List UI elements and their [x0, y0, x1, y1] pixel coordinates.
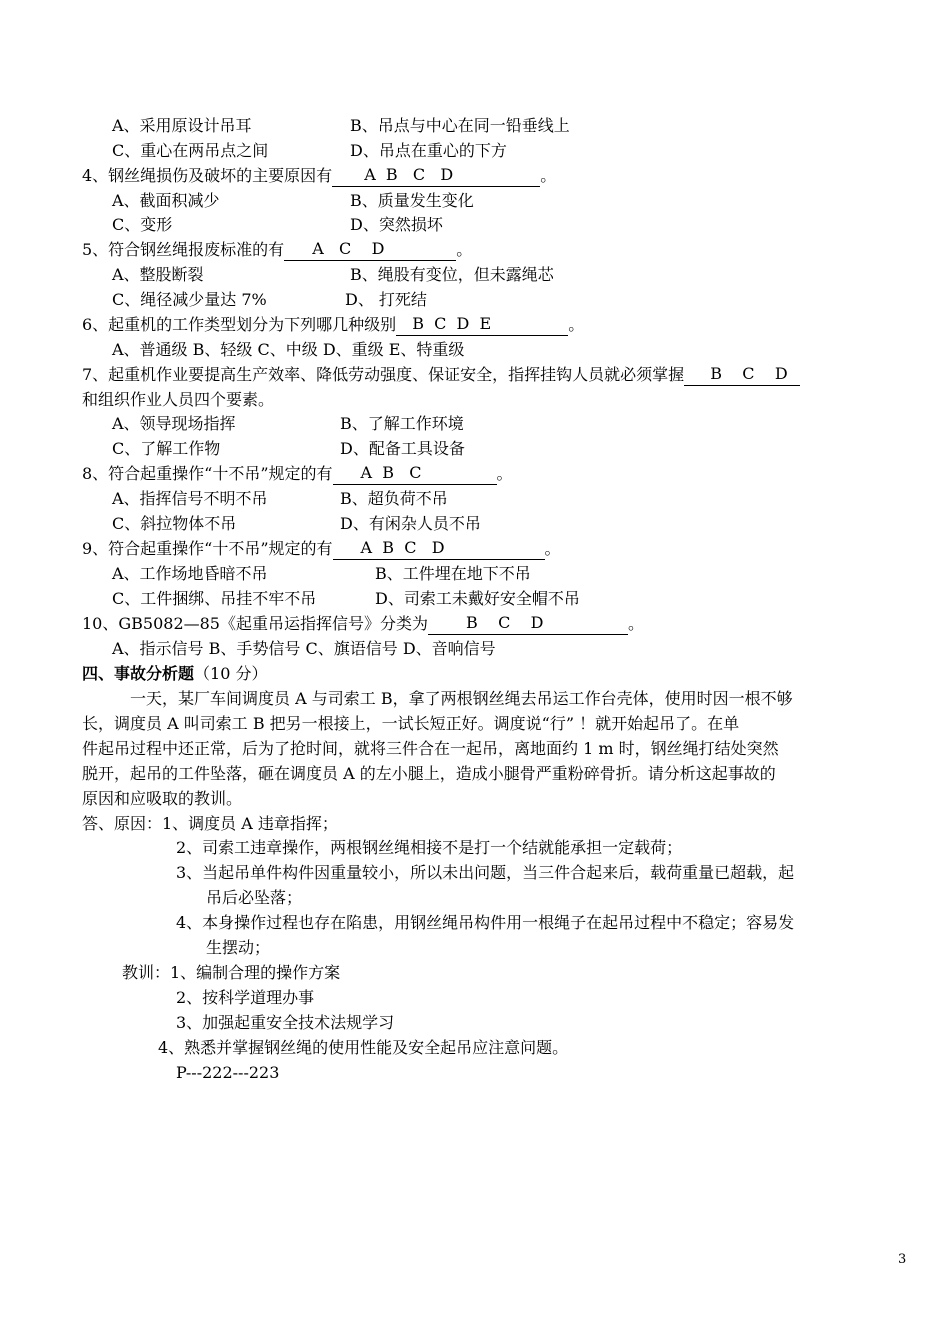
q9-option-c: C、工件捆绑、吊挂不牢不吊 [112, 589, 317, 608]
case-line-1: 一天，某厂车间调度员 A 与司索工 B，拿了两根钢丝绳去吊运工作台壳体，使用时因一根不够 [130, 689, 793, 708]
q7-answer-blank [684, 364, 800, 386]
q5-end: 。 [456, 240, 473, 259]
q6-answer-blank [396, 314, 568, 336]
q9-option-a: A、工作场地昏暗不吊 [112, 564, 268, 583]
q4-stem: 4、钢丝绳损伤及破坏的主要原因有 [82, 166, 333, 185]
q7-stem: 7、起重机作业要提高生产效率、降低劳动强度、保证安全，指挥挂钩人员就必须掌握 [82, 365, 685, 384]
q5-answer: A C D [312, 239, 385, 258]
q8-end: 。 [496, 464, 513, 483]
q4-option-c: C、变形 [112, 215, 173, 234]
q3-option-b: B、吊点与中心在同一铅垂线上 [350, 116, 570, 135]
q5-question [82, 239, 472, 261]
q4-option-b: B、质量发生变化 [350, 191, 474, 210]
answer-reason-1: 答、原因：1、调度员 A 违章指挥； [82, 814, 338, 833]
answer-reason-3a: 3、当起吊单件构件因重量较小，所以未出问题，当三件合起来后，载荷重量已超载，起 [176, 863, 795, 882]
q8-answer-blank [333, 463, 497, 485]
q4-answer: A B C D [364, 165, 454, 184]
q5-option-c: C、绳径减少量达 7% [112, 290, 267, 309]
q5-answer-blank [284, 239, 456, 261]
q10-options: A、指示信号 B、手势信号 C、旗语信号 D、音响信号 [112, 639, 496, 658]
q5-option-a: A、整股断裂 [112, 265, 204, 284]
case-line-5: 原因和应吸取的教训。 [82, 789, 243, 808]
q5-stem: 5、符合钢丝绳报废标准的有 [82, 240, 285, 259]
q3-option-a: A、采用原设计吊耳 [112, 116, 252, 135]
q8-option-b: B、超负荷不吊 [340, 489, 448, 508]
q4-option-a: A、截面积减少 [112, 191, 220, 210]
q9-answer: A B C D [360, 538, 445, 557]
q10-stem: 10、GB5082—85《起重吊运指挥信号》分类为 [82, 614, 428, 633]
q10-end: 。 [627, 614, 644, 633]
section-title: 四、事故分析题 [82, 664, 195, 683]
q8-option-c: C、斜拉物体不吊 [112, 514, 237, 533]
q6-options: A、普通级 B、轻级 C、中级 D、重级 E、特重级 [112, 340, 465, 359]
lesson-4: 4、熟悉并掌握钢丝绳的使用性能及安全起吊应注意问题。 [158, 1038, 569, 1057]
q8-stem: 8、符合起重操作“十不吊”规定的有 [82, 464, 333, 483]
page-reference: P---222---223 [176, 1063, 280, 1082]
q5-option-b: B、绳股有变位，但未露绳芯 [350, 265, 554, 284]
page-number: 3 [898, 1252, 907, 1267]
answer-reason-3b: 吊后必坠落； [206, 888, 303, 907]
answer-reason-4a: 4、本身操作过程也存在陷患，用钢丝绳吊构件用一根绳子在起吊过程中不稳定；容易发 [176, 913, 795, 932]
q7-question [82, 364, 800, 386]
q6-stem: 6、起重机的工作类型划分为下列哪几种级别 [82, 315, 397, 334]
q10-answer-blank [428, 613, 628, 635]
q8-answer: A B C [360, 463, 422, 482]
q9-option-d: D、司索工未戴好安全帽不吊 [375, 589, 580, 608]
q4-question [82, 165, 556, 187]
answer-reason-2: 2、司索工违章操作，两根钢丝绳相接不是打一个结就能承担一定载荷； [176, 838, 683, 857]
lesson-2: 2、按科学道理办事 [176, 988, 315, 1007]
answer-reason-4b: 生摆动； [206, 938, 271, 957]
q6-question [82, 314, 584, 336]
q6-end: 。 [568, 315, 585, 334]
q6-answer: B C D E [412, 314, 492, 333]
q7-option-b: B、了解工作环境 [340, 414, 464, 433]
q7-option-c: C、了解工作物 [112, 439, 221, 458]
q9-option-b: B、工件埋在地下不吊 [375, 564, 531, 583]
q10-question [82, 613, 644, 635]
section-score: （10 分） [194, 664, 268, 683]
lesson-3: 3、加强起重安全技术法规学习 [176, 1013, 395, 1032]
q7-option-a: A、领导现场指挥 [112, 414, 236, 433]
q7-stem-line2: 和组织作业人员四个要素。 [82, 390, 275, 409]
q3-option-d: D、吊点在重心的下方 [350, 141, 507, 160]
q4-option-d: D、突然损坏 [350, 215, 443, 234]
lesson-1: 教训：1、编制合理的操作方案 [122, 963, 341, 982]
q9-stem: 9、符合起重操作“十不吊”规定的有 [82, 539, 333, 558]
case-line-3: 件起吊过程中还正常，后为了抢时间，就将三件合在一起吊，离地面约 1 m 时，钢丝绳打结处突然 [82, 739, 779, 758]
q8-question [82, 463, 513, 485]
q9-question [82, 538, 561, 560]
case-line-2: 长，调度员 A 叫司索工 B 把另一根接上，一试长短正好。调度说“行” ！就开始起吊了。在单 [82, 714, 740, 733]
q8-option-d: D、有闲杂人员不吊 [340, 514, 481, 533]
section-heading [82, 663, 267, 685]
q10-answer: B C D [465, 613, 544, 632]
q7-answer: B C D [710, 364, 788, 383]
q4-answer-blank [332, 165, 540, 187]
q3-option-c: C、重心在两吊点之间 [112, 141, 269, 160]
q8-option-a: A、指挥信号不明不吊 [112, 489, 268, 508]
case-line-4: 脱开，起吊的工件坠落，砸在调度员 A 的左小腿上，造成小腿骨严重粉碎骨折。请分析这起事故的 [82, 764, 776, 783]
q9-answer-blank [333, 538, 545, 560]
q9-end: 。 [544, 539, 561, 558]
q4-end: 。 [540, 166, 557, 185]
q7-option-d: D、配备工具设备 [340, 439, 465, 458]
q5-option-d: D、 打死结 [345, 290, 427, 309]
